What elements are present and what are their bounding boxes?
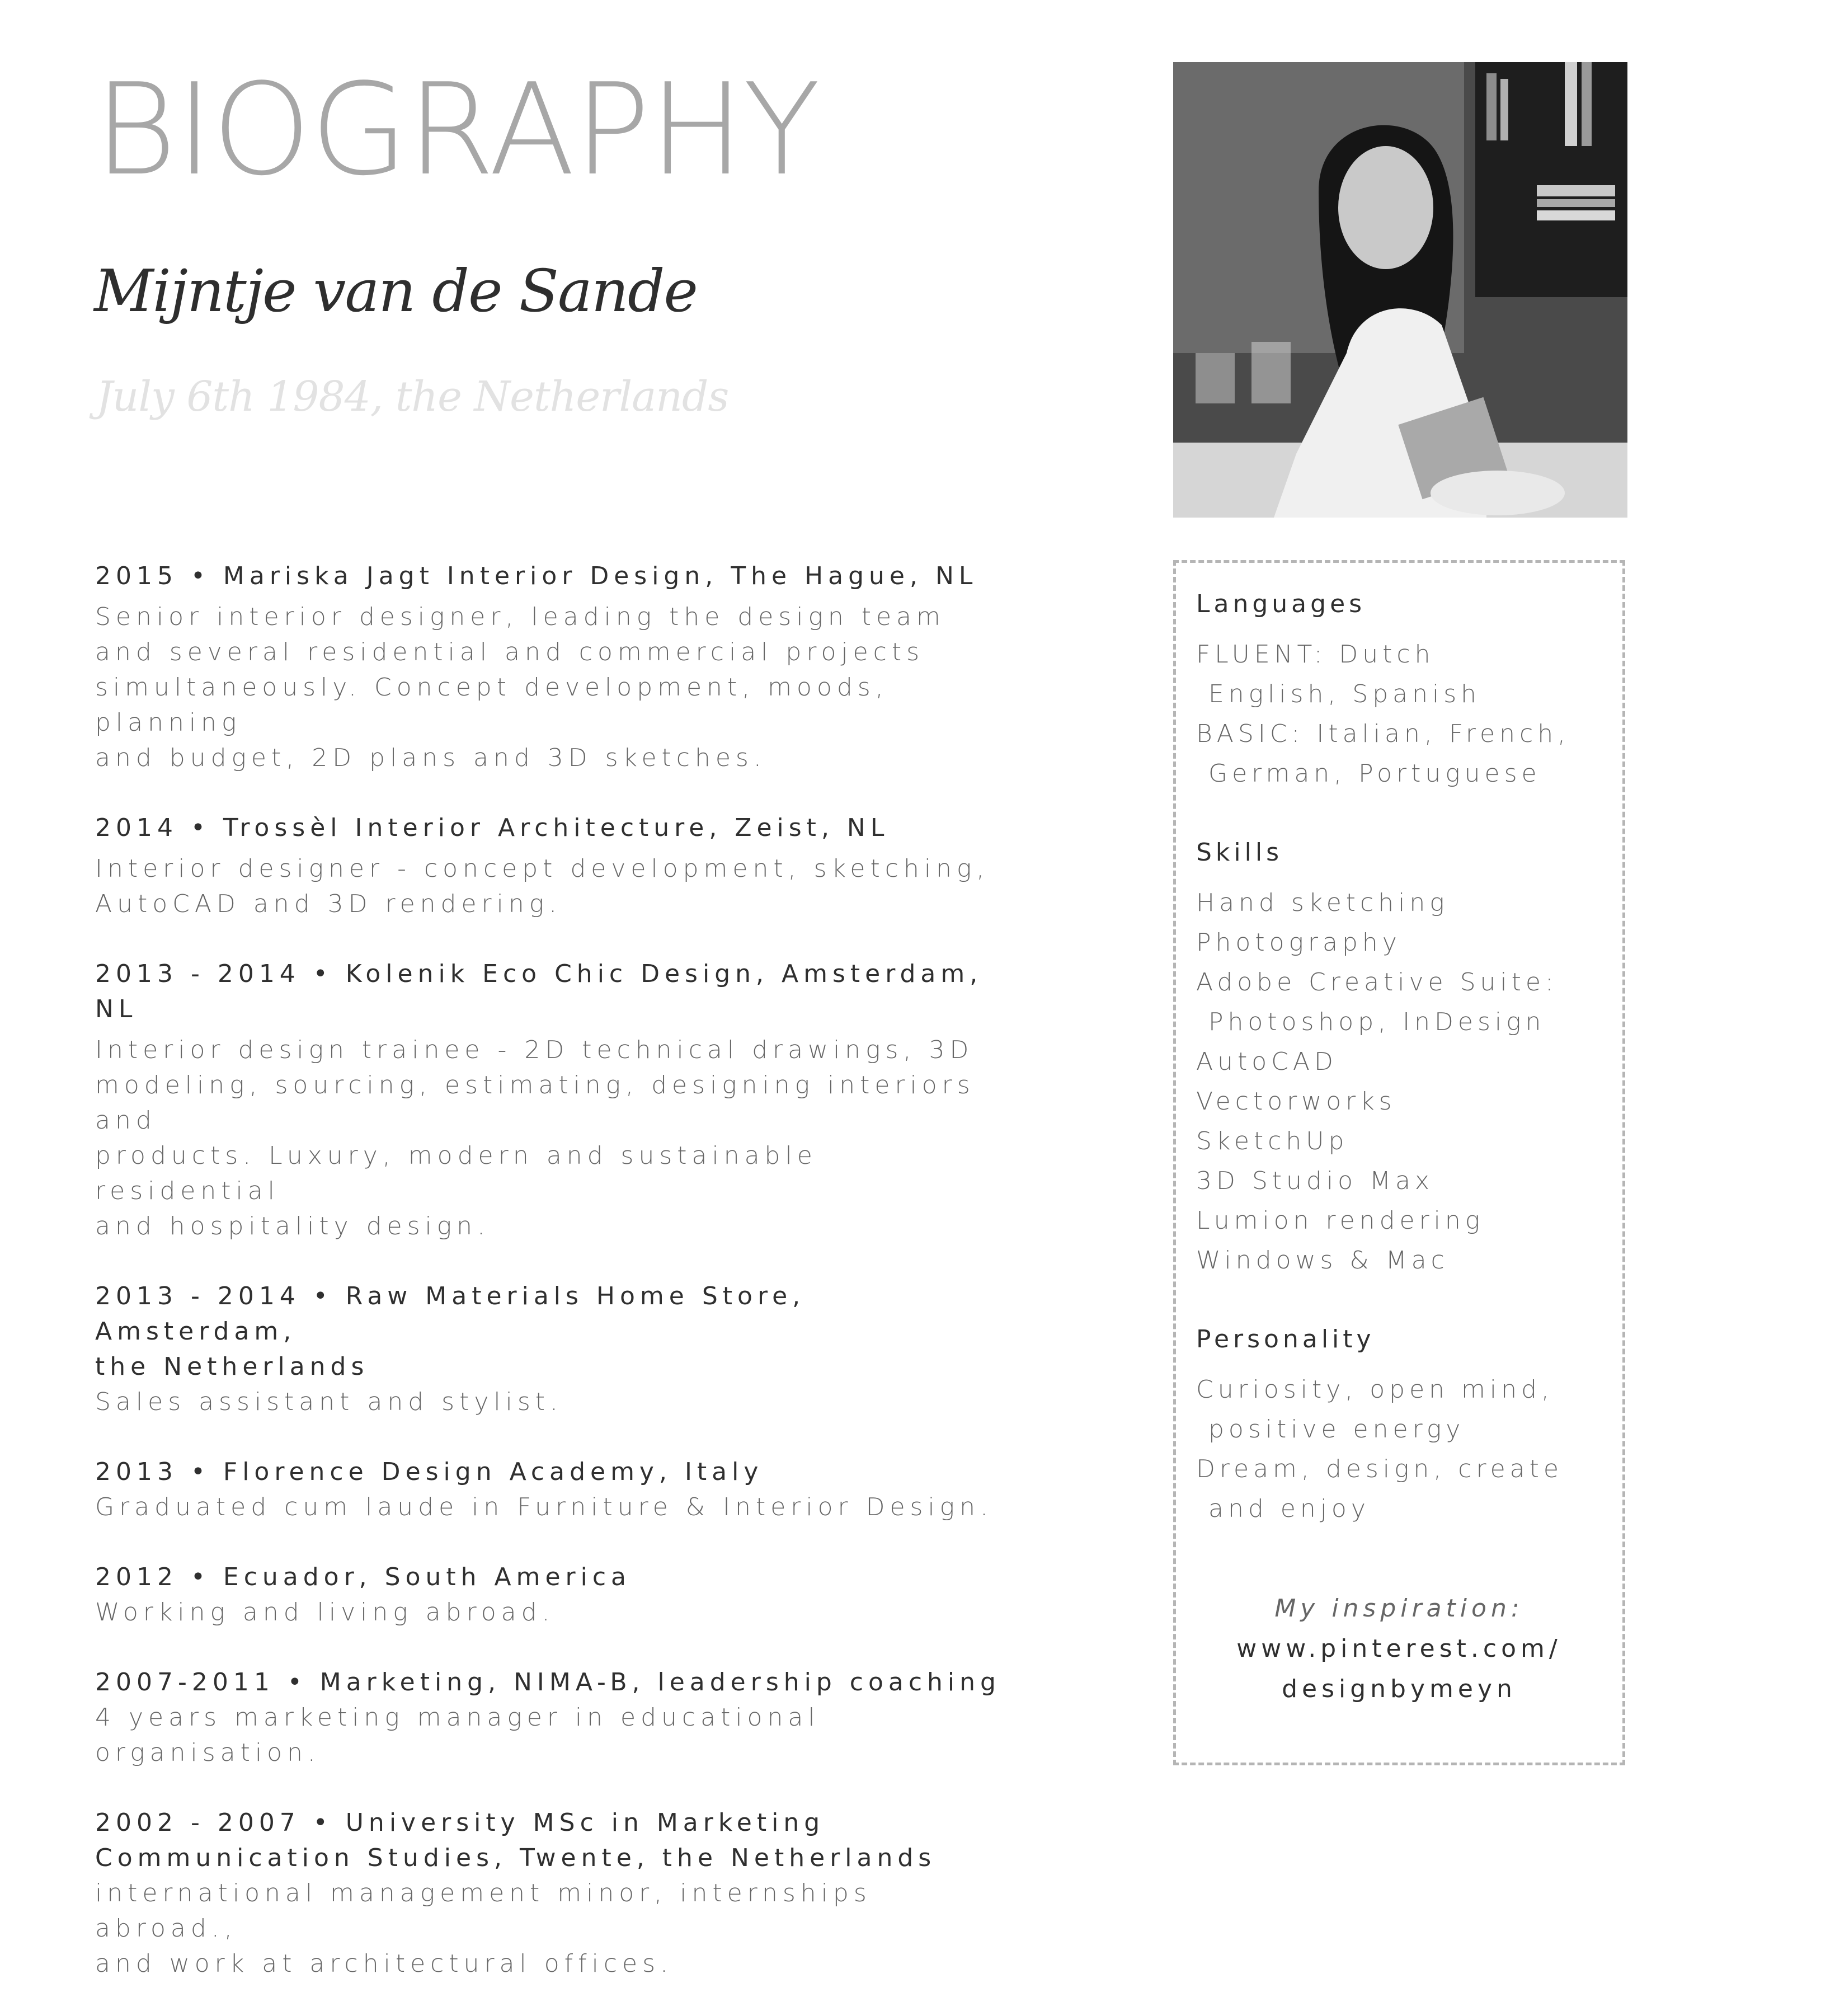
career-timeline	[95, 558, 1013, 2016]
skills-line: Hand sketching	[1196, 889, 1449, 917]
timeline-entry	[95, 956, 1013, 1244]
entry-description: Sales assistant and stylist.	[95, 1388, 563, 1416]
skills-line: Photoshop, InDesign	[1196, 1008, 1546, 1036]
portrait-photo-illustration	[1173, 62, 1627, 518]
sidebar-content	[1196, 584, 1611, 1568]
pinterest-link-line2[interactable]: designbymeyn	[1282, 1675, 1517, 1703]
languages-line: FLUENT: Dutch	[1196, 640, 1435, 669]
skills-line: 3D Studio Max	[1196, 1167, 1434, 1195]
skills-line: Vectorworks	[1196, 1087, 1396, 1116]
skills-line: Adobe Creative Suite:	[1196, 968, 1558, 997]
timeline-entry	[95, 1454, 1013, 1525]
languages-line: German, Portuguese	[1196, 759, 1541, 788]
portrait-photo	[1173, 62, 1627, 518]
personality-line: Curiosity, open mind,	[1196, 1375, 1554, 1404]
entry-description: Graduated cum laude in Furniture & Interior Design.	[95, 1493, 993, 1521]
sidebar-panel	[1173, 560, 1625, 1765]
entry-description: Interior design trainee - 2D technical drawings, 3D modeling, sourcing, estimating, designing interiors and products. Luxury, modern and sustainable residential and hospitality design.	[95, 1036, 975, 1240]
entry-heading: 2013 • Florence Design Academy, Italy	[95, 1458, 764, 1486]
entry-heading: 2014 • Trossèl Interior Architecture, Zeist, NL	[95, 814, 890, 842]
entry-heading: 2007-2011 • Marketing, NIMA-B, leadership coaching	[95, 1668, 1001, 1697]
entry-heading: 2002 - 2007 • University MSc in Marketing Communication Studies, Twente, the Netherlands	[95, 1808, 937, 1872]
entry-description: Senior interior designer, leading the design team and several residential and commercial projects simultaneously. Concept development, moods, planning and budget, 2D plans and 3D sketches.	[95, 603, 945, 772]
skills-line: SketchUp	[1196, 1127, 1349, 1155]
entry-heading: 2013 - 2014 • Kolenik Eco Chic Design, Amsterdam, NL	[95, 960, 983, 1023]
personality-section	[1196, 1319, 1611, 1529]
entry-description: international management minor, internships abroad., and work at architectural offices.	[95, 1879, 872, 1978]
timeline-entry	[95, 558, 1013, 776]
inspiration-block	[1176, 1589, 1622, 1709]
skills-section	[1196, 833, 1611, 1280]
personality-heading: Personality	[1196, 1325, 1375, 1354]
skills-line: Photography	[1196, 928, 1401, 957]
timeline-entry	[95, 1665, 1013, 1770]
page-title: BIOGRAPHY	[94, 57, 820, 204]
entry-heading: 2013 - 2014 • Raw Materials Home Store, Amsterdam, the Netherlands	[95, 1282, 806, 1381]
skills-line: AutoCAD	[1196, 1047, 1338, 1076]
personality-line: Dream, design, create	[1196, 1455, 1563, 1483]
timeline-entry	[95, 1279, 1013, 1420]
skills-heading: Skills	[1196, 838, 1283, 867]
entry-description: Interior designer - concept development, sketching, AutoCAD and 3D rendering.	[95, 854, 990, 918]
skills-line: Windows & Mac	[1196, 1246, 1449, 1275]
entry-heading: 2015 • Mariska Jagt Interior Design, The Hague, NL	[95, 562, 978, 590]
timeline-entry	[95, 1805, 1013, 1981]
entry-description: 4 years marketing manager in educational organisation.	[95, 1703, 820, 1767]
timeline-entry	[95, 810, 1013, 922]
personality-line: and enjoy	[1196, 1495, 1370, 1523]
languages-section	[1196, 584, 1611, 793]
pinterest-link-line1[interactable]: www.pinterest.com/	[1236, 1634, 1562, 1663]
entry-heading: 2012 • Ecuador, South America	[95, 1563, 632, 1591]
languages-line: BASIC: Italian, French,	[1196, 720, 1570, 748]
skills-line: Lumion rendering	[1196, 1206, 1485, 1235]
entry-description: Working and living abroad.	[95, 1598, 555, 1627]
languages-line: English, Spanish	[1196, 680, 1481, 708]
timeline-entry	[95, 1559, 1013, 1630]
birth-date-place: July 6th 1984, the Netherlands	[96, 373, 729, 421]
languages-heading: Languages	[1196, 590, 1366, 618]
inspiration-label: My inspiration:	[1274, 1594, 1524, 1623]
person-name: Mijntje van de Sande	[94, 257, 697, 325]
personality-line: positive energy	[1196, 1415, 1465, 1444]
